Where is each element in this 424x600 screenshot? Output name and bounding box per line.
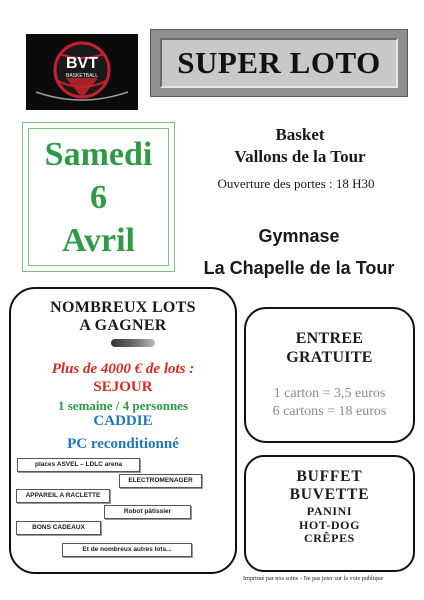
prize-sejour-detail: 1 semaine / 4 personnes [58,398,188,413]
date-day-number: 6 [90,178,107,216]
prize-tag: BONS CADEAUX [16,521,101,535]
title-plaque [150,29,408,97]
basketball-logo-icon [26,34,138,110]
logo-text: BVT [66,55,98,72]
organizer-line1: Basket [275,125,325,144]
title-plaque-inner [160,38,398,88]
organizer [200,124,400,168]
date-day-name: Samedi [44,135,153,173]
price-six-cards: 6 cartons = 18 euros [272,404,387,419]
club-logo [26,34,138,110]
buffet-item: CRÊPES [304,531,355,545]
prizes-title-line1: NOMBREUX LOTS [50,299,196,316]
entrance-panel [244,307,415,443]
prize-caddie: CADDIE [93,413,153,429]
prizes-title-line2: A GAGNER [79,317,167,334]
prize-pc: PC reconditionné [67,436,179,452]
brush-stroke-decoration [111,339,155,347]
prizes-amount: Plus de 4000 € de lots : [51,361,195,377]
buffet-item: PANINI [306,504,353,518]
date-box [22,122,175,272]
buffet-items [246,505,413,546]
buffet-panel [244,455,415,572]
entrance-title [246,329,413,367]
buffet-title [246,468,413,504]
buffet-title-line2: BUVETTE [289,486,370,503]
prize-sejour: SEJOUR [93,379,153,395]
buffet-item: HOT-DOG [298,517,361,532]
date-box-inner [28,128,169,266]
prize-tag: places ASVEL – LDLC arena [17,458,140,472]
date-month: Avril [61,221,135,259]
event-title: SUPER LOTO [177,45,381,80]
prizes-panel [9,287,237,574]
prizes-title [11,299,235,335]
venue [182,220,416,284]
price-single-card: 1 carton = 3,5 euros [273,386,386,401]
logo-subtext: BASKETBALL [66,73,98,79]
entrance-title-line2: GRATUITE [286,349,373,366]
venue-line2: La Chapelle de la Tour [203,258,395,278]
prize-tag: Et de nombreux autres lots... [62,543,192,557]
prize-tag: APPAREIL A RACLETTE [16,489,110,503]
venue-line1: Gymnase [258,226,340,246]
prize-tag: ELECTROMENAGER [119,474,202,488]
buffet-title-line1: BUFFET [296,468,363,485]
footer-note: Imprimé par nos soins - Ne pas jeter sur la voie publique [243,575,384,582]
prize-tag: Robot pâtissier [104,505,191,519]
doors-opening: Ouverture des portes : 18 H30 [217,176,375,191]
entrance-title-line1: ENTREE [295,330,364,347]
organizer-line2: Vallons de la Tour [234,147,366,166]
